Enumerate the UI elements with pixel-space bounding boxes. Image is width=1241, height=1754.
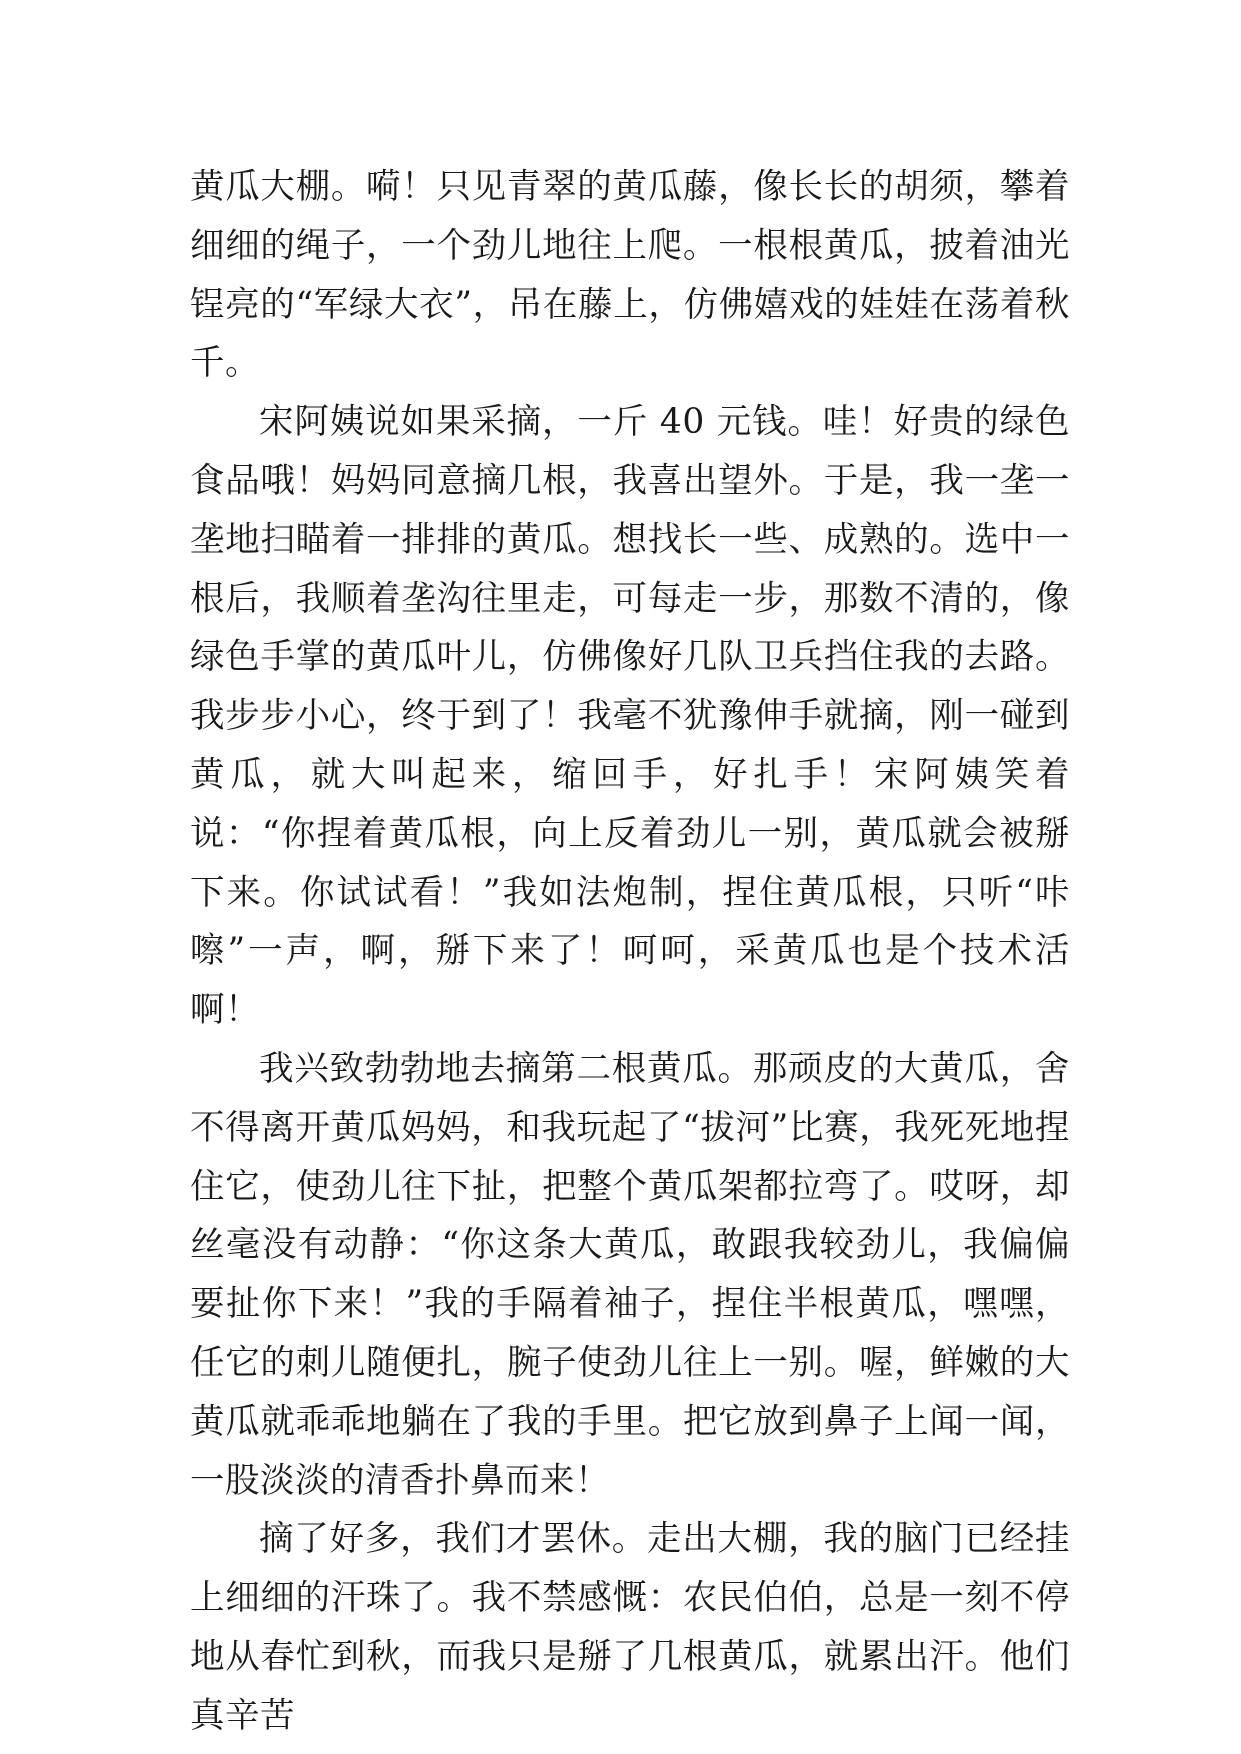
paragraph-3: 我兴致勃勃地去摘第二根黄瓜。那顽皮的大黄瓜，舍不得离开黄瓜妈妈，和我玩起了“拔河”比赛，我死死地捏住它，使劲儿往下扯，把整个黄瓜架都拉弯了。哎呀，却丝毫没有动静：“你这条大黄瓜，敢跟我较劲儿，我偏偏要扯你下来！”我的手隔着袖子，捏住半根黄瓜，嘿嘿，任它的刺儿随便扎，腕子使劲儿往上一别。喔，鲜嫩的大黄瓜就乖乖地躺在了我的手里。把它放到鼻子上闻一闻，一股淡淡的清香扑鼻而来！ xyxy=(190,1048,1070,1501)
paragraph-2: 宋阿姨说如果采摘，一斤 40 元钱。哇！好贵的绿色食品哦！妈妈同意摘几根，我喜出望外。于是，我一垄一垄地扫瞄着一排排的黄瓜。想找长一些、成熟的。选中一根后，我顺着垄沟往里走，可每走一步，那数不清的，像绿色手掌的黄瓜叶儿，仿佛像好几队卫兵挡住我的去路。我步步小心，终于到了！我毫不犹豫伸手就摘，刚一碰到黄瓜，就大叫起来，缩回手，好扎手！宋阿姨笑着说：“你捏着黄瓜根，向上反着劲儿一别，黄瓜就会被掰下来。你试试看！”我如法炮制，捏住黄瓜根，只听“咔嚓”一声，啊，掰下来了！呵呵，采黄瓜也是个技术活啊！ xyxy=(190,402,1070,1031)
paragraph-1: 黄瓜大棚。嗬！只见青翠的黄瓜藤，像长长的胡须，攀着细细的绳子，一个劲儿地往上爬。一根根黄瓜，披着油光锃亮的“军绿大衣”，吊在藤上，仿佛嬉戏的娃娃在荡着秋千。 xyxy=(190,167,1070,384)
paragraph-4: 摘了好多，我们才罢休。走出大棚，我的脑门已经挂上细细的汗珠了。我不禁感慨：农民伯伯，总是一刻不停地从春忙到秋，而我只是掰了几根黄瓜，就累出汗。他们真辛苦 xyxy=(190,1519,1070,1736)
document-body xyxy=(190,158,1070,1746)
